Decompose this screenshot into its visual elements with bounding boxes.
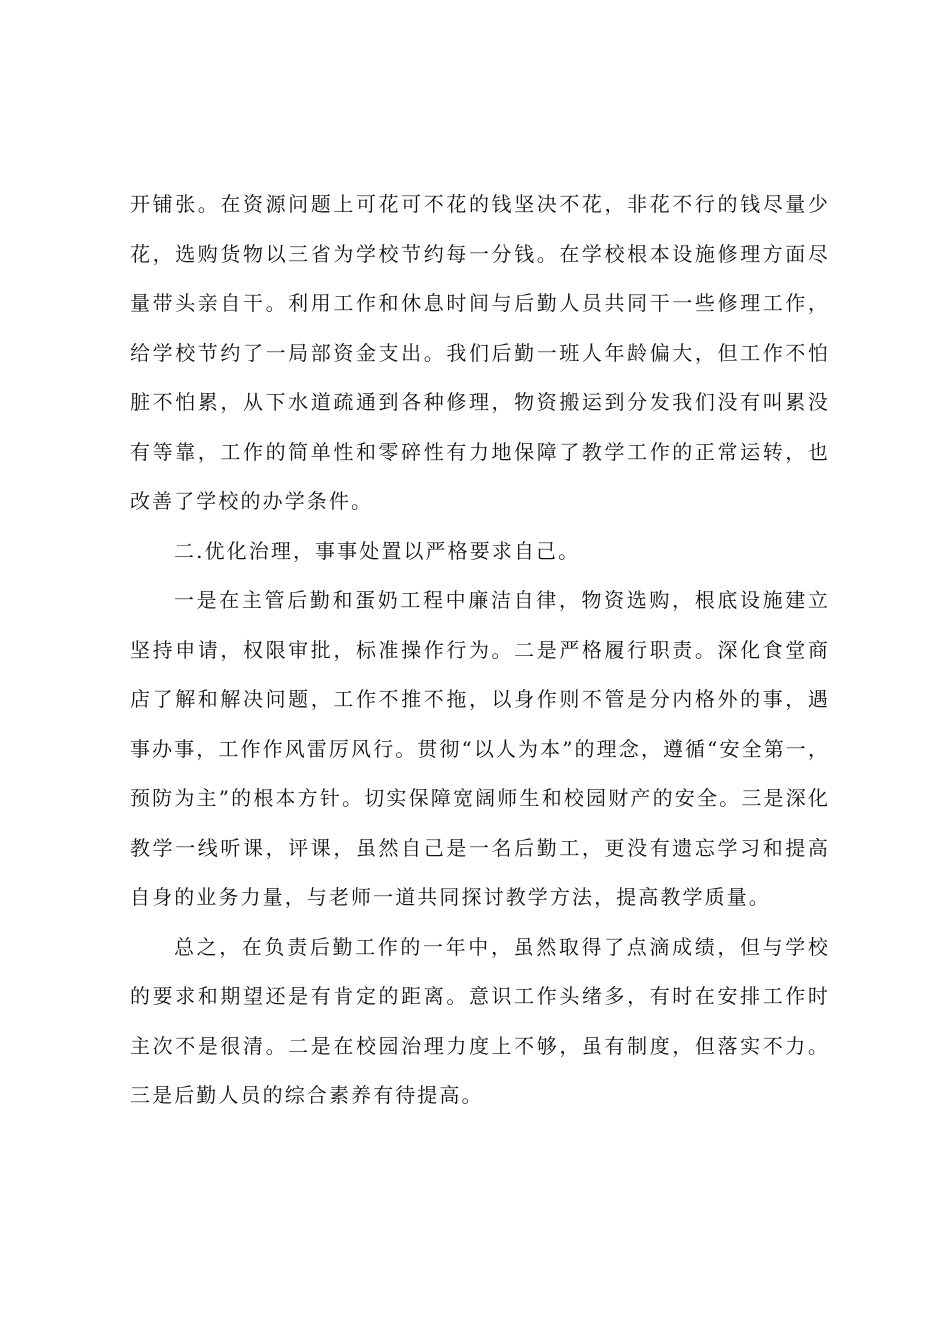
paragraph-3: 一是在主管后勤和蛋奶工程中廉洁自律，物资选购，根底设施建立坚持申请，权限审批，标准操作行为。二是严格履行职责。深化食堂商店了解和解决问题，工作不推不拖，以身作则不管是分内格外的事，遇事办事，工作作风雷厉风行。贯彻“以人为本”的理念，遵循“安全第一，预防为主”的根本方针。切实保障宽阔师生和校园财产的安全。三是深化教学一线听课，评课，虽然自己是一名后勤工，更没有遗忘学习和提高自身的业务力量，与老师一道共同探讨教学方法，提高教学质量。 <box>130 588 830 909</box>
paragraph-4: 总之，在负责后勤工作的一年中，虽然取得了点滴成绩，但与学校的要求和期望还是有肯定的距离。意识工作头绪多，有时在安排工作时主次不是很清。二是在校园治理力度上不够，虽有制度，但落实不力。三是后勤人员的综合素养有待提高。 <box>130 934 830 1107</box>
paragraph-1: 开铺张。在资源问题上可花可不花的钱坚决不花，非花不行的钱尽量少花，选购货物以三省为学校节约每一分钱。在学校根本设施修理方面尽量带头亲自干。利用工作和休息时间与后勤人员共同干一些修理工作，给学校节约了一局部资金支出。我们后勤一班人年龄偏大，但工作不怕脏不怕累，从下水道疏通到各种修理，物资搬运到分发我们没有叫累没有等靠，工作的简单性和零碎性有力地保障了教学工作的正常运转，也改善了学校的办学条件。 <box>130 192 830 513</box>
document-page <box>130 180 830 1121</box>
paragraph-2-heading: 二.优化治理，事事处置以严格要求自己。 <box>174 538 581 563</box>
